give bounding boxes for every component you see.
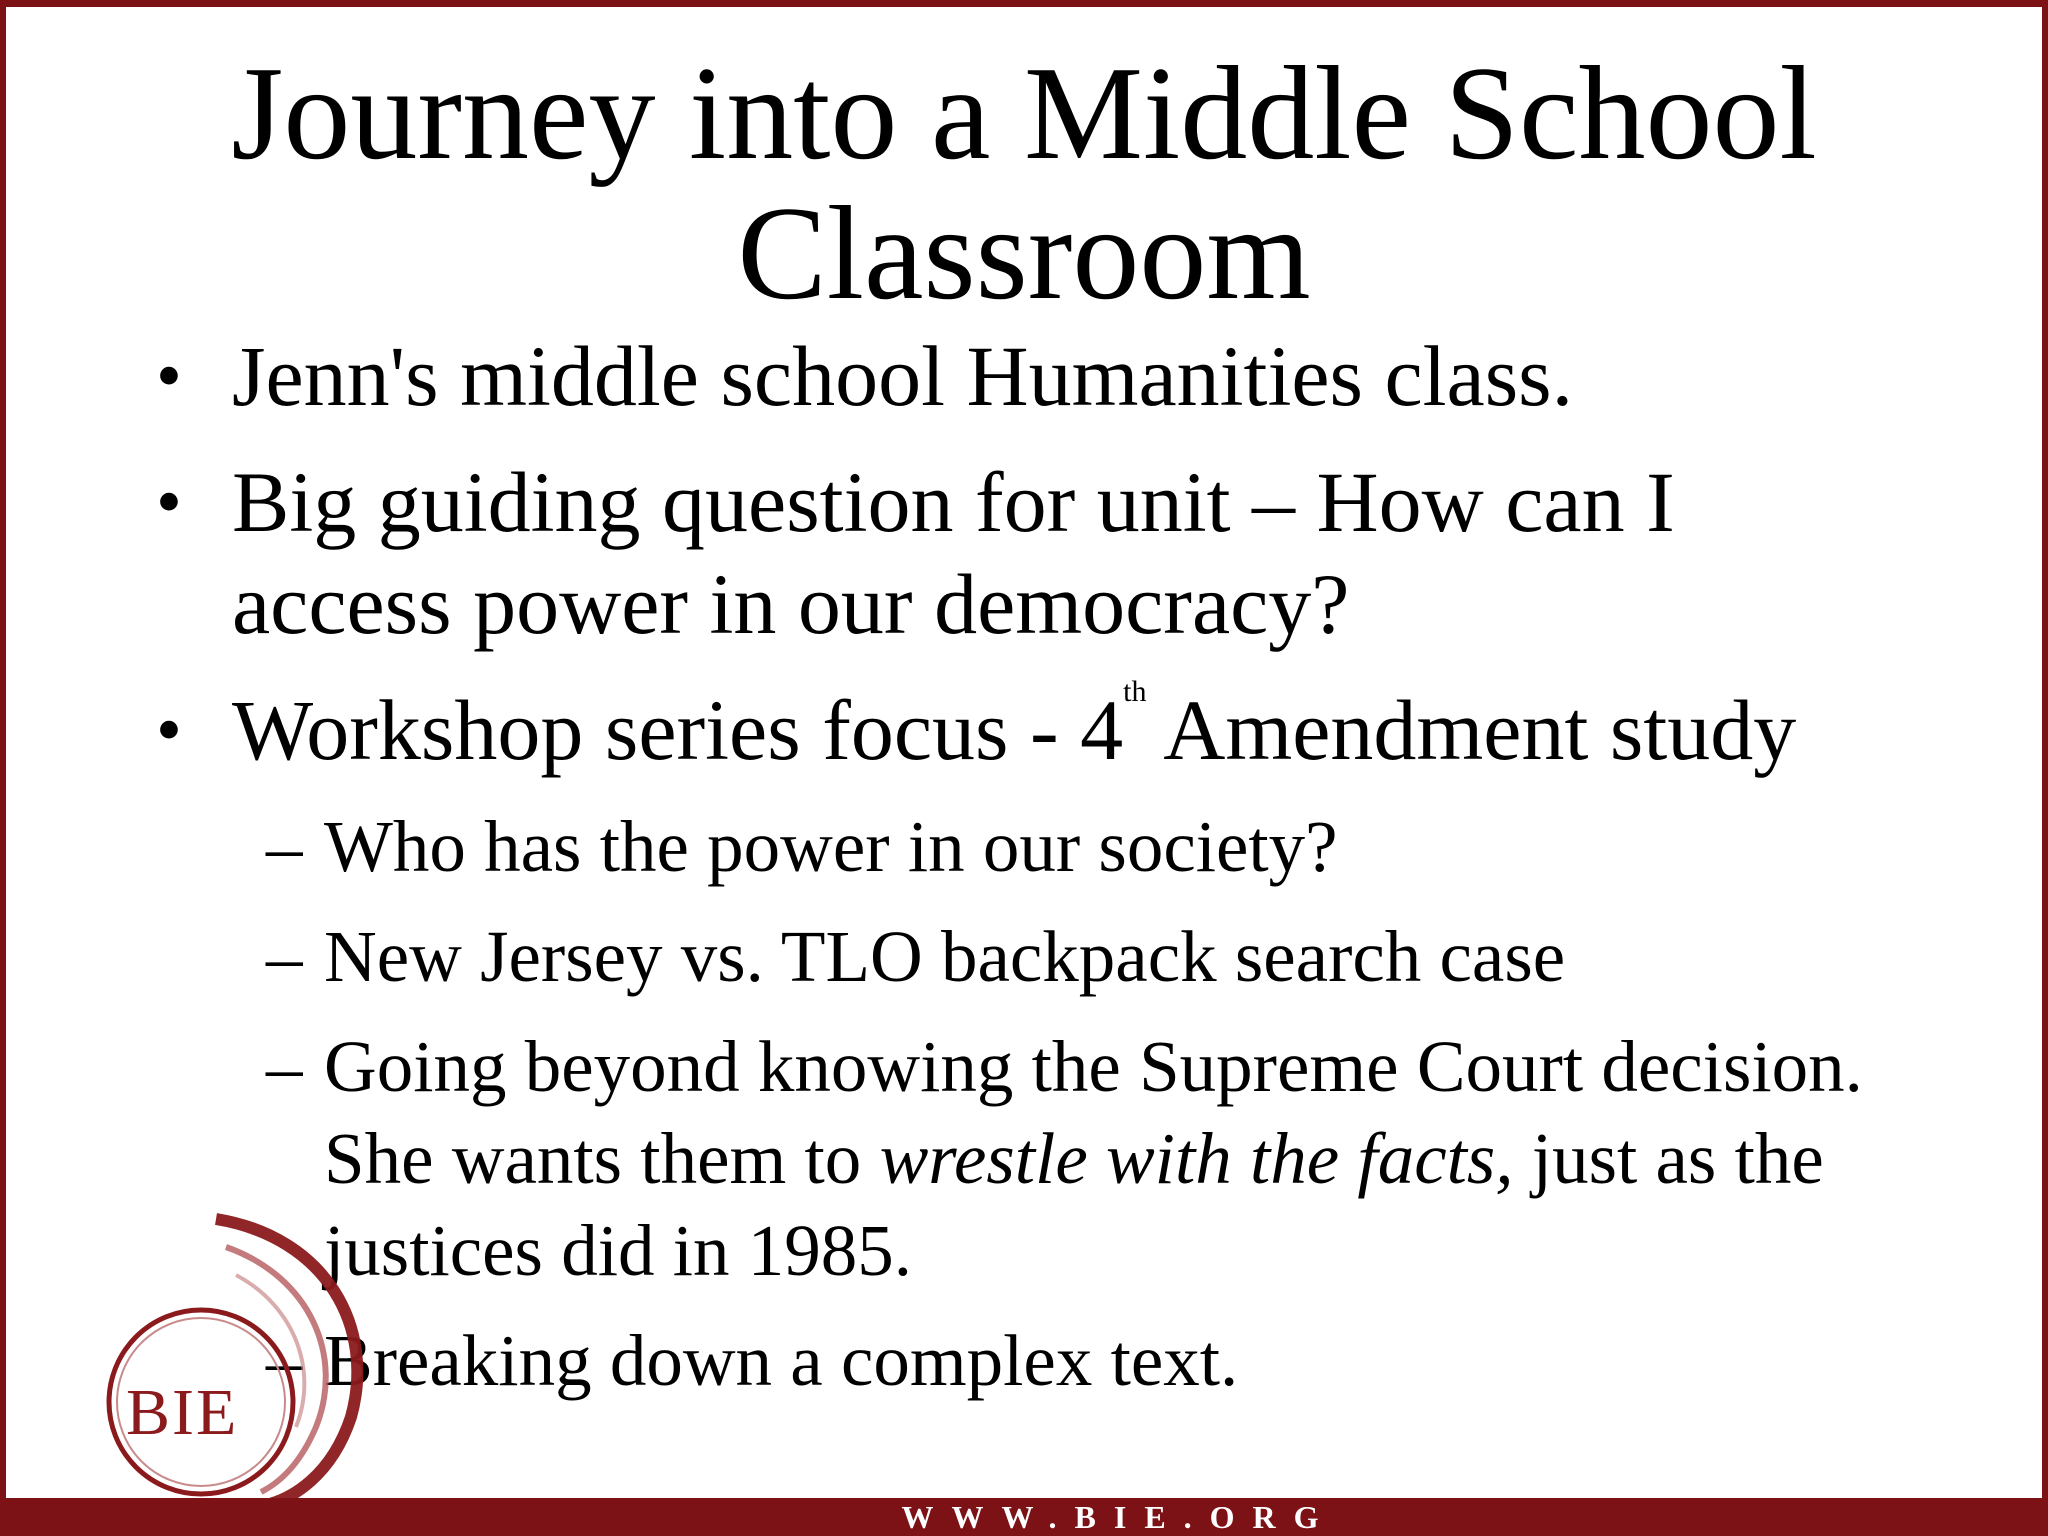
sub-bullet-item bbox=[232, 801, 2026, 893]
sub-bullet-item bbox=[232, 1021, 2026, 1297]
bie-logo-text: BIE bbox=[126, 1376, 239, 1449]
line-2-after: just as the bbox=[1513, 1118, 1824, 1199]
bullet-item bbox=[146, 675, 2026, 781]
ordinal-superscript: th bbox=[1123, 675, 1147, 708]
slide bbox=[6, 7, 2042, 1498]
bullet-text-line-2: access power in our democracy? bbox=[232, 556, 1350, 652]
title-line-2: Classroom bbox=[737, 179, 1311, 327]
sub-bullet-text: Breaking down a complex text. bbox=[324, 1320, 1239, 1401]
bullet-text-line-1: Big guiding question for unit – How can I bbox=[232, 454, 1675, 550]
bullet-text-after: Amendment study bbox=[1146, 682, 1797, 778]
line-2-before: She wants them to bbox=[324, 1118, 880, 1199]
footer-url[interactable]: WWW.BIE.ORG bbox=[901, 1499, 1337, 1535]
bullet-item bbox=[146, 451, 2026, 655]
sub-bullet-line-1: Going beyond knowing the Supreme Court decision. bbox=[324, 1026, 1863, 1107]
bullet-marker: • bbox=[156, 689, 182, 771]
italic-phrase: wrestle with the facts, bbox=[879, 1118, 1514, 1199]
sub-bullet-text: New Jersey vs. TLO backpack search case bbox=[324, 916, 1566, 997]
sub-bullet-text: Who has the power in our society? bbox=[324, 806, 1338, 887]
sub-bullet-line-3: justices did in 1985. bbox=[324, 1210, 913, 1291]
dash-marker: – bbox=[266, 1320, 303, 1401]
bullet-text: Jenn's middle school Humanities class. bbox=[232, 328, 1574, 424]
dash-marker: – bbox=[266, 806, 303, 887]
bullet-text bbox=[232, 675, 1797, 778]
slide-title bbox=[6, 39, 2042, 327]
bullet-marker: • bbox=[156, 335, 182, 417]
bie-logo-swoosh-icon bbox=[76, 1207, 406, 1498]
title-line-1: Journey into a Middle School bbox=[231, 39, 1817, 187]
bullet-list bbox=[146, 325, 2026, 781]
sub-bullet-list bbox=[146, 801, 2026, 1425]
dash-marker: – bbox=[266, 916, 303, 997]
bullet-item bbox=[146, 325, 2026, 427]
sub-bullet-line-2 bbox=[324, 1113, 2026, 1205]
bullet-marker: • bbox=[156, 461, 182, 543]
bullet-text-before: Workshop series focus - 4 bbox=[232, 682, 1124, 778]
sub-bullet-item bbox=[232, 1315, 2026, 1407]
sub-bullet-item bbox=[232, 911, 2026, 1003]
dash-marker: – bbox=[266, 1026, 303, 1107]
